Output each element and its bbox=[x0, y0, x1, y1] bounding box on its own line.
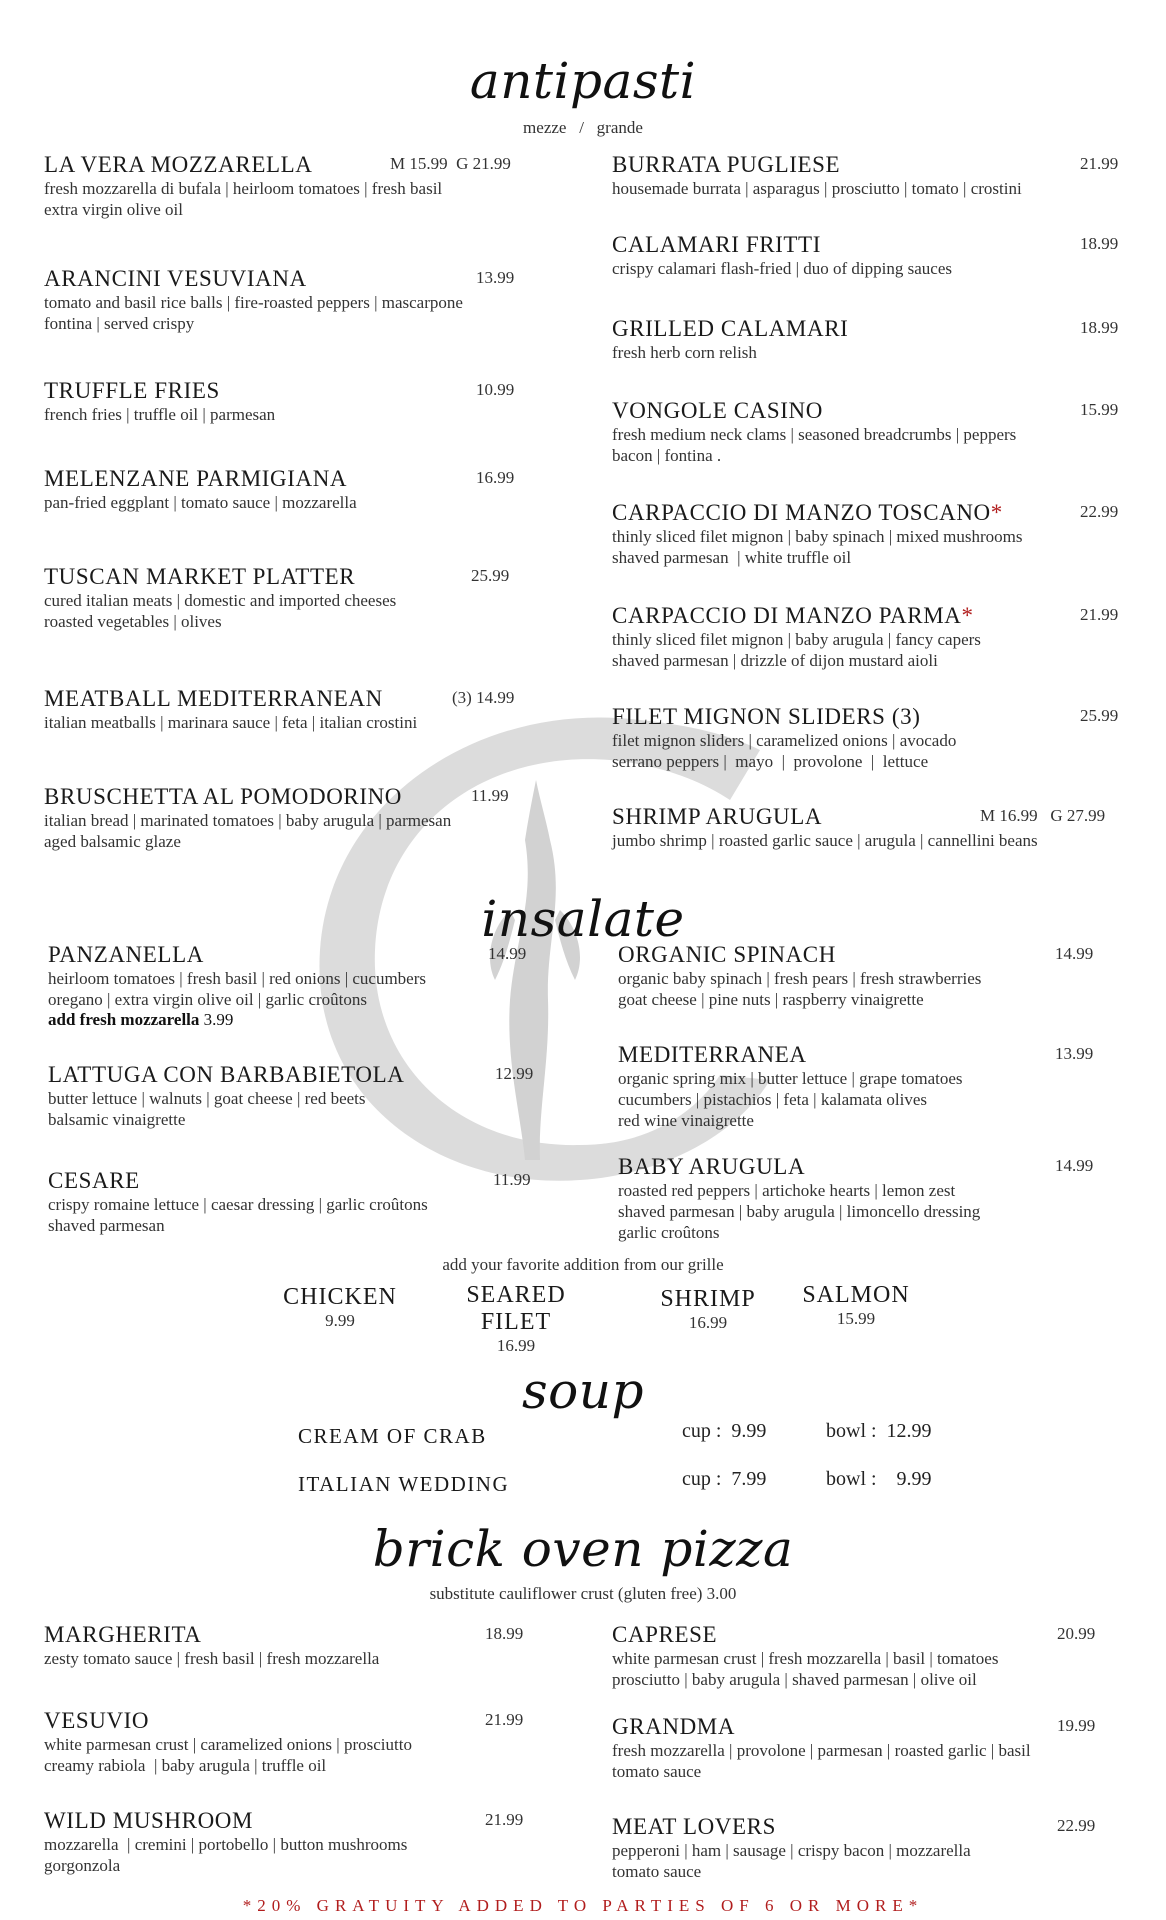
menu-item-price: 14.99 bbox=[1055, 944, 1094, 963]
grille-addition-name: SHRIMP bbox=[660, 1286, 756, 1312]
menu-item bbox=[612, 500, 1166, 568]
menu-item-description: shaved parmesan bbox=[48, 1216, 165, 1235]
menu-item-price: 22.99 bbox=[1080, 502, 1119, 521]
menu-item-price: 21.99 bbox=[485, 1710, 524, 1729]
grille-addition-name: SALMON bbox=[802, 1282, 910, 1308]
menu-item-description: tomato sauce bbox=[612, 1862, 702, 1881]
menu-item-description: gorgonzola bbox=[44, 1856, 121, 1875]
menu-item-description: organic spring mix | butter lettuce | grape tomatoes bbox=[618, 1069, 963, 1088]
soup-name: ITALIAN WEDDING bbox=[298, 1472, 510, 1496]
grille-addition bbox=[648, 1286, 768, 1333]
menu-item-description: white parmesan crust | fresh mozzarella | basil | tomatoes bbox=[612, 1649, 999, 1668]
menu-item-price: 13.99 bbox=[476, 268, 515, 287]
menu-item-name: MELENZANE PARMIGIANA bbox=[44, 466, 348, 491]
menu-item-name: CARPACCIO DI MANZO TOSCANO* bbox=[612, 500, 1003, 525]
menu-item-description: mozzarella | cremini | portobello | button mushrooms bbox=[44, 1835, 408, 1854]
menu-item-description: italian meatballs | marinara sauce | feta | italian crostini bbox=[44, 713, 418, 732]
menu-item-price: 15.99 bbox=[1080, 400, 1119, 419]
menu-item-name: SHRIMP ARUGULA bbox=[612, 804, 823, 829]
menu-item-price: 16.99 bbox=[476, 468, 515, 487]
menu-item bbox=[44, 1808, 604, 1876]
menu-item-description: shaved parmesan | white truffle oil bbox=[612, 548, 852, 567]
menu-item-price: 25.99 bbox=[471, 566, 510, 585]
menu-item-description: white parmesan crust | caramelized onions | prosciutto bbox=[44, 1735, 412, 1754]
menu-item-description: filet mignon sliders | caramelized onions | avocado bbox=[612, 731, 957, 750]
menu-item bbox=[612, 704, 1166, 772]
grille-addition bbox=[280, 1284, 400, 1331]
menu-item-description: fresh mozzarella | provolone | parmesan | roasted garlic | basil bbox=[612, 1741, 1031, 1760]
section-title-antipasti: antipasti bbox=[469, 52, 697, 110]
menu-item-price: 13.99 bbox=[1055, 1044, 1094, 1063]
menu-item-price: 20.99 bbox=[1057, 1624, 1096, 1643]
menu-item-description: fontina | served crispy bbox=[44, 314, 195, 333]
menu-item-description: prosciutto | baby arugula | shaved parmesan | olive oil bbox=[612, 1670, 977, 1689]
grille-addition bbox=[796, 1282, 916, 1329]
menu-item bbox=[44, 1708, 604, 1776]
menu-item-price: 18.99 bbox=[1080, 234, 1119, 253]
pizza-substitution-note: substitute cauliflower crust (gluten free) 3.00 bbox=[429, 1584, 737, 1603]
menu-item-description: italian bread | marinated tomatoes | baby arugula | parmesan bbox=[44, 811, 452, 830]
menu-item-name: FILET MIGNON SLIDERS (3) bbox=[612, 704, 921, 729]
menu-item-description: oregano | extra virgin olive oil | garlic croûtons bbox=[48, 990, 368, 1009]
menu-item-description: organic baby spinach | fresh pears | fresh strawberries bbox=[618, 969, 982, 988]
menu-item-description: goat cheese | pine nuts | raspberry vinaigrette bbox=[618, 990, 924, 1009]
menu-item-description: fresh mozzarella di bufala | heirloom tomatoes | fresh basil bbox=[44, 179, 443, 198]
menu-item-description: garlic croûtons bbox=[618, 1223, 720, 1242]
menu-item-price: 22.99 bbox=[1057, 1816, 1096, 1835]
menu-item-name: GRILLED CALAMARI bbox=[612, 316, 849, 341]
menu-item bbox=[44, 466, 604, 513]
menu-item-price: M 15.99 G 21.99 bbox=[390, 154, 511, 173]
menu-item bbox=[618, 942, 1166, 1010]
menu-item-name: PANZANELLA bbox=[48, 942, 204, 967]
menu-item-price: 14.99 bbox=[488, 944, 527, 963]
menu-item bbox=[612, 232, 1166, 279]
menu-item bbox=[44, 152, 604, 220]
section-title-soup: soup bbox=[522, 1362, 644, 1420]
menu-item bbox=[44, 564, 604, 632]
menu-item-description: pan-fried eggplant | tomato sauce | mozzarella bbox=[44, 493, 357, 512]
menu-item-price: 14.99 bbox=[1055, 1156, 1094, 1175]
size-legend: mezze / grande bbox=[523, 118, 643, 137]
soup-cup-price: cup : 9.99 bbox=[682, 1420, 767, 1442]
menu-item-description: creamy rabiola | baby arugula | truffle oil bbox=[44, 1756, 327, 1775]
menu-item-price: 11.99 bbox=[471, 786, 509, 805]
menu-item-addon: add fresh mozzarella 3.99 bbox=[48, 1010, 234, 1029]
menu-item-name: WILD MUSHROOM bbox=[44, 1808, 254, 1833]
menu-item bbox=[48, 942, 608, 1030]
menu-item-description: roasted red peppers | artichoke hearts | lemon zest bbox=[618, 1181, 956, 1200]
menu-item-name: CAPRESE bbox=[612, 1622, 718, 1647]
menu-item-description: jumbo shrimp | roasted garlic sauce | arugula | cannellini beans bbox=[612, 831, 1038, 850]
menu-item bbox=[612, 152, 1166, 199]
menu-item bbox=[48, 1062, 608, 1130]
menu-item-description: shaved parmesan | drizzle of dijon mustard aioli bbox=[612, 651, 938, 670]
soup-name: CREAM OF CRAB bbox=[298, 1424, 487, 1448]
grille-addition-price: 9.99 bbox=[325, 1311, 355, 1330]
menu-item-description: serrano peppers | mayo | provolone | lettuce bbox=[612, 752, 929, 771]
menu-item-description: bacon | fontina . bbox=[612, 446, 722, 465]
menu-item-name: TRUFFLE FRIES bbox=[44, 378, 220, 403]
menu-item-name: CARPACCIO DI MANZO PARMA* bbox=[612, 603, 974, 628]
section-title-pizza: brick oven pizza bbox=[372, 1520, 794, 1578]
grille-addition-name: SEARED FILET bbox=[466, 1282, 566, 1335]
menu-item-name: MEDITERRANEA bbox=[618, 1042, 807, 1067]
menu-item-name: LA VERA MOZZARELLA bbox=[44, 152, 313, 177]
grille-addition-price: 16.99 bbox=[688, 1313, 728, 1332]
menu-item-description: roasted vegetables | olives bbox=[44, 612, 222, 631]
grille-addition-price: 16.99 bbox=[496, 1336, 536, 1355]
menu-item-price: 21.99 bbox=[1080, 605, 1119, 624]
menu-item bbox=[612, 1814, 1166, 1882]
menu-item-name: ORGANIC SPINACH bbox=[618, 942, 836, 967]
menu-item bbox=[612, 603, 1166, 671]
menu-item-name: GRANDMA bbox=[612, 1714, 736, 1739]
menu-item-description: crispy romaine lettuce | caesar dressing | garlic croûtons bbox=[48, 1195, 428, 1214]
menu-item-description: french fries | truffle oil | parmesan bbox=[44, 405, 276, 424]
menu-item-description: butter lettuce | walnuts | goat cheese | red beets bbox=[48, 1089, 366, 1108]
menu-item bbox=[44, 266, 604, 334]
menu-item-price: (3) 14.99 bbox=[452, 688, 515, 707]
menu-item bbox=[612, 804, 1166, 851]
menu-item-description: thinly sliced filet mignon | baby spinach | mixed mushrooms bbox=[612, 527, 1023, 546]
grille-addition-price: 15.99 bbox=[836, 1309, 876, 1328]
raw-item-asterisk: * bbox=[990, 500, 1003, 525]
menu-item-description: red wine vinaigrette bbox=[618, 1111, 754, 1130]
menu-item-price: 12.99 bbox=[495, 1064, 534, 1083]
menu-item bbox=[618, 1154, 1166, 1243]
menu-item bbox=[612, 398, 1166, 466]
menu-item bbox=[44, 378, 604, 425]
menu-item-description: tomato sauce bbox=[612, 1762, 702, 1781]
grille-addition-name: CHICKEN bbox=[283, 1284, 397, 1310]
menu-item-name: ARANCINI VESUVIANA bbox=[44, 266, 307, 291]
menu-item-description: extra virgin olive oil bbox=[44, 200, 183, 219]
menu-item-description: heirloom tomatoes | fresh basil | red onions | cucumbers bbox=[48, 969, 426, 988]
menu-item-name: BABY ARUGULA bbox=[618, 1154, 806, 1179]
menu-item-name: VONGOLE CASINO bbox=[612, 398, 823, 423]
menu-item-description: cucumbers | pistachios | feta | kalamata olives bbox=[618, 1090, 928, 1109]
menu-item-description: fresh herb corn relish bbox=[612, 343, 757, 362]
soup-cup-price: cup : 7.99 bbox=[682, 1468, 767, 1490]
menu-item-description: balsamic vinaigrette bbox=[48, 1110, 186, 1129]
soup-bowl-price: bowl : 12.99 bbox=[826, 1420, 932, 1442]
menu-item-description: fresh medium neck clams | seasoned breadcrumbs | peppers bbox=[612, 425, 1017, 444]
menu-item-description: shaved parmesan | baby arugula | limoncello dressing bbox=[618, 1202, 981, 1221]
menu-item-name: TUSCAN MARKET PLATTER bbox=[44, 564, 356, 589]
menu-item-name: BRUSCHETTA AL POMODORINO bbox=[44, 784, 403, 809]
menu-item-description: zesty tomato sauce | fresh basil | fresh mozzarella bbox=[44, 1649, 380, 1668]
menu-item-price: 21.99 bbox=[1080, 154, 1119, 173]
menu-item bbox=[44, 1622, 604, 1669]
menu-item bbox=[44, 686, 604, 733]
menu-item-price: 10.99 bbox=[476, 380, 515, 399]
menu-item-name: MEATBALL MEDITERRANEAN bbox=[44, 686, 383, 711]
menu-item-description: thinly sliced filet mignon | baby arugula | fancy capers bbox=[612, 630, 981, 649]
menu-item-price: 21.99 bbox=[485, 1810, 524, 1829]
gratuity-notice: *20% GRATUITY ADDED TO PARTIES OF 6 OR MORE* bbox=[242, 1896, 924, 1915]
menu-item-name: LATTUGA CON BARBABIETOLA bbox=[48, 1062, 405, 1087]
menu-item-price: 25.99 bbox=[1080, 706, 1119, 725]
menu-item-description: aged balsamic glaze bbox=[44, 832, 181, 851]
menu-item bbox=[612, 1714, 1166, 1782]
menu-item-name: CALAMARI FRITTI bbox=[612, 232, 821, 257]
soup-bowl-price: bowl : 9.99 bbox=[826, 1468, 932, 1490]
section-title-insalate: insalate bbox=[481, 890, 685, 948]
menu-item bbox=[612, 1622, 1166, 1690]
menu-item-description: crispy calamari flash-fried | duo of dipping sauces bbox=[612, 259, 952, 278]
menu-item bbox=[618, 1042, 1166, 1131]
menu-item-name: VESUVIO bbox=[44, 1708, 150, 1733]
menu-item-price: 18.99 bbox=[485, 1624, 524, 1643]
menu-item bbox=[48, 1168, 608, 1236]
menu-item-description: tomato and basil rice balls | fire-roasted peppers | mascarpone bbox=[44, 293, 463, 312]
menu-item-name: MARGHERITA bbox=[44, 1622, 202, 1647]
menu-item-name: CESARE bbox=[48, 1168, 140, 1193]
menu-item bbox=[44, 784, 604, 852]
menu-item-price: 19.99 bbox=[1057, 1716, 1096, 1735]
menu-item-price: M 16.99 G 27.99 bbox=[980, 806, 1106, 825]
grille-addition bbox=[432, 1282, 600, 1356]
raw-item-asterisk: * bbox=[961, 603, 974, 628]
menu-item-name: MEAT LOVERS bbox=[612, 1814, 776, 1839]
menu-item bbox=[612, 316, 1166, 363]
menu-item-description: cured italian meats | domestic and imported cheeses bbox=[44, 591, 397, 610]
grille-intro: add your favorite addition from our grille bbox=[442, 1255, 724, 1274]
menu-item-description: housemade burrata | asparagus | prosciutto | tomato | crostini bbox=[612, 179, 1022, 198]
menu-item-price: 11.99 bbox=[493, 1170, 531, 1189]
menu-item-name: BURRATA PUGLIESE bbox=[612, 152, 841, 177]
menu-item-description: pepperoni | ham | sausage | crispy bacon | mozzarella bbox=[612, 1841, 971, 1860]
menu-item-price: 18.99 bbox=[1080, 318, 1119, 337]
